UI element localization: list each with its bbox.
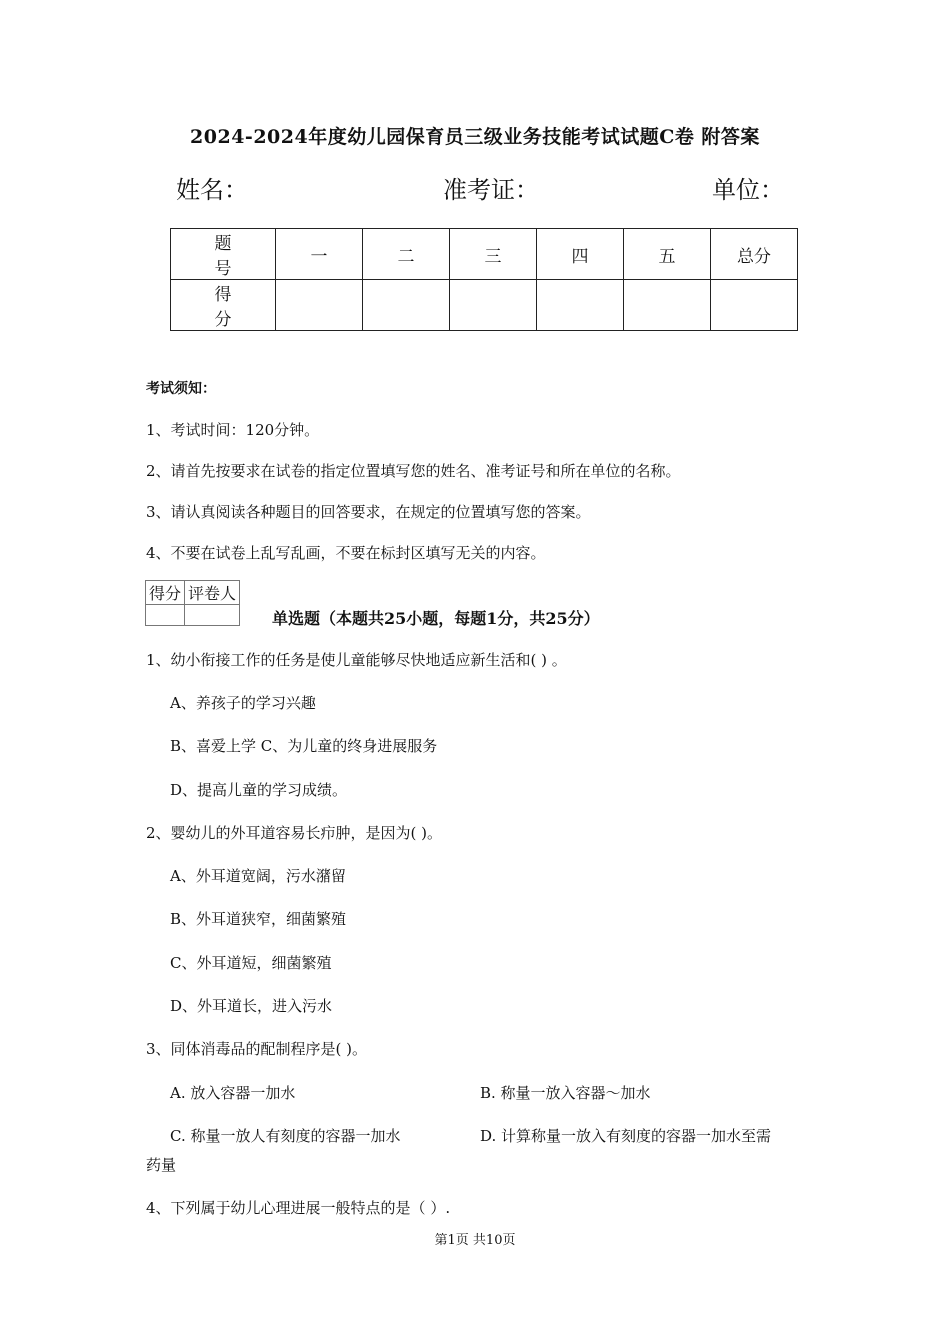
unit-field-label: 单位： [712, 176, 784, 204]
score-table [170, 228, 798, 331]
section-title: 单选题（本题共25小题，每题1分，共25分） [272, 609, 600, 628]
option: B、外耳道狭窄，细菌繁殖 [170, 910, 347, 928]
score-table-cell: 二 [363, 229, 450, 280]
grader-box-blank-row [146, 605, 240, 626]
option: A. 放入容器一加水 [170, 1084, 296, 1102]
option-continuation: 药量 [146, 1156, 177, 1174]
score-table-cell: 得 分 [171, 280, 276, 331]
option: A、养孩子的学习兴趣 [170, 694, 316, 712]
grader-box-grader-label: 评卷人 [185, 581, 240, 605]
question-stem: 3、同体消毒品的配制程序是( )。 [146, 1040, 368, 1058]
document-title: 2024-2024年度幼儿园保育员三级业务技能考试试题C卷 附答案 [190, 126, 760, 148]
question-stem: 2、婴幼儿的外耳道容易长疖肿，是因为( )。 [146, 824, 443, 842]
option: D、外耳道长，进入污水 [170, 997, 333, 1015]
exam-id-field-label: 准考证： [443, 176, 539, 204]
score-table-cell-empty [450, 280, 537, 331]
notice-item: 2、请首先按要求在试卷的指定位置填写您的姓名、准考证号和所在单位的名称。 [146, 462, 681, 480]
grader-box-header [146, 581, 240, 605]
score-table-cell: 四 [537, 229, 624, 280]
option: B. 称量一放入容器～加水 [480, 1084, 651, 1102]
option: A、外耳道宽阔，污水潴留 [170, 867, 346, 885]
option: D. 计算称量一放入有刻度的容器一加水至需 [480, 1127, 772, 1145]
score-table-cell: 五 [624, 229, 711, 280]
score-table-cell: 一 [276, 229, 363, 280]
question-stem: 1、幼小衔接工作的任务是使儿童能够尽快地适应新生活和( ) 。 [146, 651, 567, 669]
score-table-header-row [171, 229, 798, 280]
option: C、外耳道短，细菌繁殖 [170, 954, 332, 972]
option: B、喜爱上学 C、为儿童的终身进展服务 [170, 737, 438, 755]
score-table-cell: 题 号 [171, 229, 276, 280]
notice-item: 4、不要在试卷上乱写乱画，不要在标封区填写无关的内容。 [146, 544, 546, 562]
question-stem: 4、下列属于幼儿心理进展一般特点的是（ ）. [146, 1199, 451, 1217]
grader-box [145, 580, 240, 626]
score-table-cell: 三 [450, 229, 537, 280]
score-table-cell-empty [363, 280, 450, 331]
score-table-cell-empty [624, 280, 711, 331]
grader-box-cell-empty [146, 605, 185, 626]
score-table-cell-empty [711, 280, 798, 331]
option: D、提高儿童的学习成绩。 [170, 781, 348, 799]
score-table-cell-empty [537, 280, 624, 331]
page-footer: 第1页 共10页 [434, 1233, 516, 1248]
score-table-score-row [171, 280, 798, 331]
option: C. 称量一放人有刻度的容器一加水 [170, 1127, 401, 1145]
score-table-cell-empty [276, 280, 363, 331]
score-table-cell: 总分 [711, 229, 798, 280]
notice-item: 3、请认真阅读各种题目的回答要求，在规定的位置填写您的答案。 [146, 503, 591, 521]
name-field-label: 姓名： [176, 176, 248, 204]
grader-box-cell-empty [185, 605, 240, 626]
notice-item: 1、考试时间：120分钟。 [146, 421, 320, 439]
grader-box-score-label: 得分 [146, 581, 185, 605]
notice-title: 考试须知： [146, 381, 216, 397]
